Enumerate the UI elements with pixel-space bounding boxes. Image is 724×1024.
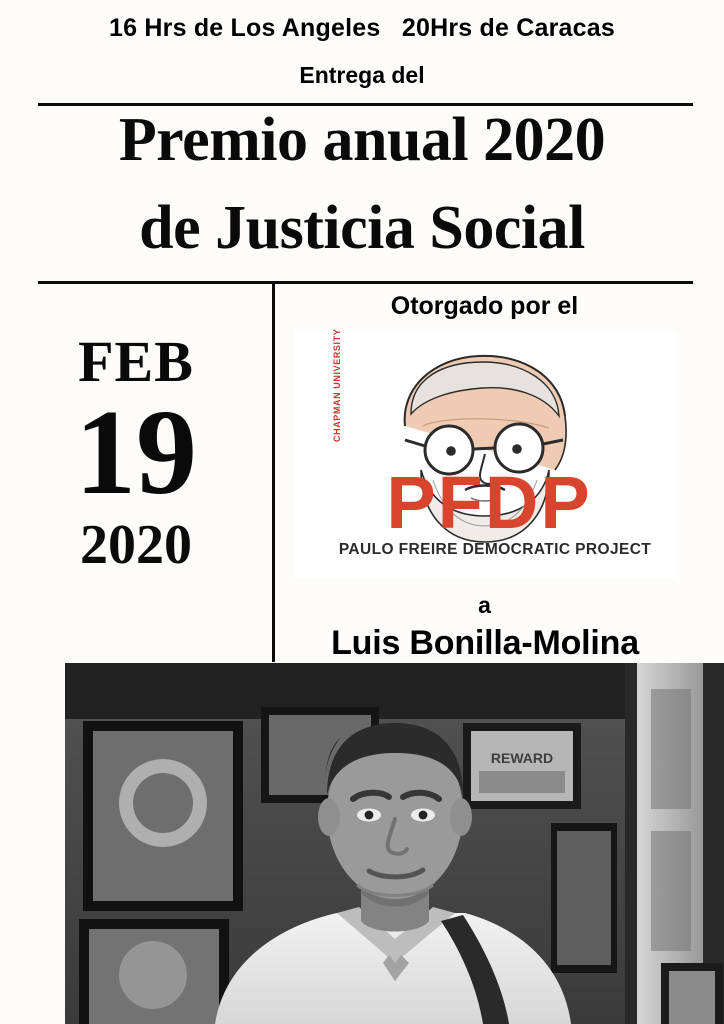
divider-bottom <box>38 281 693 284</box>
date-month: FEB <box>78 329 194 394</box>
a-label: a <box>478 592 491 618</box>
svg-text:PAULO FREIRE DEMOCRATIC PROJE: PAULO FREIRE DEMOCRATIC PROJECT <box>338 541 652 558</box>
event-date <box>0 290 272 576</box>
chapman-university-label: CHAPMAN UNIVERSITY <box>332 328 342 442</box>
timezone-line: 16 Hrs de Los Angeles 20Hrs de Caracas <box>109 14 615 42</box>
page-title-line1: Premio anual 2020 <box>118 106 606 174</box>
pfdp-logo-graphic <box>293 330 676 578</box>
date-year: 2020 <box>80 513 192 576</box>
honoree-photo-graphic <box>65 663 724 1024</box>
honoree-name: Luis Bonilla-Molina <box>331 624 639 662</box>
honoree-photo <box>65 663 724 1024</box>
entrega-label: Entrega del <box>299 62 425 88</box>
svg-text:REWARD: REWARD <box>490 750 554 766</box>
page-title-line2: de Justicia Social <box>139 194 585 262</box>
pfdp-logo <box>293 330 676 578</box>
otorgado-label: Otorgado por el <box>390 292 579 320</box>
divider-vertical <box>272 281 275 662</box>
date-day: 19 <box>75 384 197 520</box>
svg-text:PFDP: PFDP <box>386 461 592 544</box>
